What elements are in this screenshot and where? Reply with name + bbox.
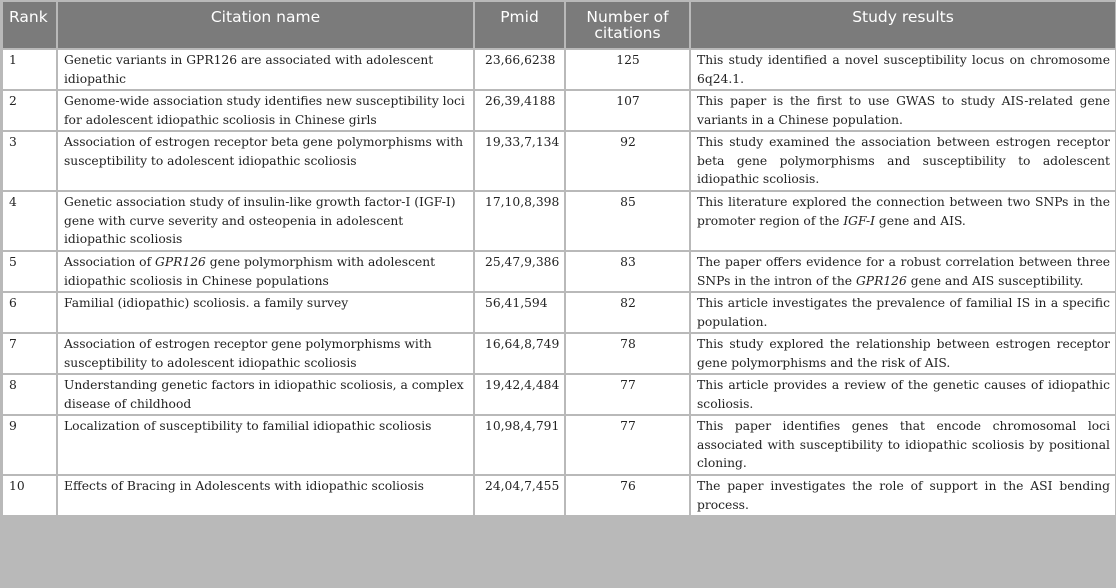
study-results-cell: This study identified a novel susceptibility locus on chromosome 6q24.1. xyxy=(691,50,1115,89)
rank-cell: 3 xyxy=(3,132,56,190)
table-row xyxy=(3,416,1115,474)
citation-name-cell: Localization of susceptibility to familial idiopathic scoliosis xyxy=(58,416,473,474)
header-row xyxy=(3,2,1115,48)
header-pmid: Pmid xyxy=(475,2,564,48)
citations-count-cell: 85 xyxy=(566,192,689,250)
citations-count-cell: 83 xyxy=(566,252,689,291)
study-results-cell: The paper investigates the role of support in the ASI bending process. xyxy=(691,476,1115,515)
citations-count-cell: 77 xyxy=(566,416,689,474)
citation-name-cell: Understanding genetic factors in idiopathic scoliosis, a complex disease of childhood xyxy=(58,375,473,414)
pmid-cell: 56,41,594 xyxy=(475,293,564,332)
rank-cell: 9 xyxy=(3,416,56,474)
table-row xyxy=(3,293,1115,332)
study-results-cell: This paper is the first to use GWAS to study AIS-related gene variants in a Chinese population. xyxy=(691,91,1115,130)
rank-cell: 1 xyxy=(3,50,56,89)
citation-name-cell: Familial (idiopathic) scoliosis. a family survey xyxy=(58,293,473,332)
study-results-cell: This study examined the association between estrogen receptor beta gene polymorphisms and susceptibility to adolescent idiopathic scoliosis. xyxy=(691,132,1115,190)
study-results-cell: This study explored the relationship between estrogen receptor gene polymorphisms and the risk of AIS. xyxy=(691,334,1115,373)
rank-cell: 7 xyxy=(3,334,56,373)
pmid-cell: 26,39,4188 xyxy=(475,91,564,130)
citation-name-cell: Effects of Bracing in Adolescents with idiopathic scoliosis xyxy=(58,476,473,515)
study-results-cell: This article investigates the prevalence of familial IS in a specific population. xyxy=(691,293,1115,332)
study-results-cell: This paper identifies genes that encode chromosomal loci associated with susceptibility to idiopathic scoliosis by positional cloning. xyxy=(691,416,1115,474)
citation-name-cell: Genetic variants in GPR126 are associated with adolescent idiopathic xyxy=(58,50,473,89)
table-row xyxy=(3,192,1115,250)
table-row xyxy=(3,476,1115,515)
table-row xyxy=(3,252,1115,291)
citations-count-cell: 125 xyxy=(566,50,689,89)
citations-count-cell: 82 xyxy=(566,293,689,332)
header-number-of-citations: Number of citations xyxy=(566,2,689,48)
rank-cell: 5 xyxy=(3,252,56,291)
pmid-cell: 25,47,9,386 xyxy=(475,252,564,291)
citation-name-cell: Genome-wide association study identifies new susceptibility loci for adolescent idiopathic scoliosis in Chinese girls xyxy=(58,91,473,130)
table-row xyxy=(3,375,1115,414)
citations-count-cell: 92 xyxy=(566,132,689,190)
pmid-cell: 24,04,7,455 xyxy=(475,476,564,515)
citation-name-cell: Association of estrogen receptor beta gene polymorphisms with susceptibility to adolescent idiopathic scoliosis xyxy=(58,132,473,190)
rank-cell: 2 xyxy=(3,91,56,130)
rank-cell: 4 xyxy=(3,192,56,250)
table-row xyxy=(3,132,1115,190)
citation-name-cell: Association of estrogen receptor gene polymorphisms with susceptibility to adolescent idiopathic scoliosis xyxy=(58,334,473,373)
header-study-results: Study results xyxy=(691,2,1115,48)
pmid-cell: 23,66,6238 xyxy=(475,50,564,89)
rank-cell: 6 xyxy=(3,293,56,332)
pmid-cell: 19,42,4,484 xyxy=(475,375,564,414)
citations-count-cell: 77 xyxy=(566,375,689,414)
study-results-cell: This literature explored the connection between two SNPs in the promoter region of the IGF-I gene and AIS. xyxy=(691,192,1115,250)
citations-count-cell: 76 xyxy=(566,476,689,515)
citation-name-cell: Association of GPR126 gene polymorphism with adolescent idiopathic scoliosis in Chinese populations xyxy=(58,252,473,291)
pmid-cell: 16,64,8,749 xyxy=(475,334,564,373)
pmid-cell: 17,10,8,398 xyxy=(475,192,564,250)
study-results-cell: This article provides a review of the genetic causes of idiopathic scoliosis. xyxy=(691,375,1115,414)
rank-cell: 8 xyxy=(3,375,56,414)
citations-table xyxy=(1,0,1116,517)
table-row xyxy=(3,50,1115,89)
pmid-cell: 10,98,4,791 xyxy=(475,416,564,474)
pmid-cell: 19,33,7,134 xyxy=(475,132,564,190)
header-citation-name: Citation name xyxy=(58,2,473,48)
header-rank: Rank xyxy=(3,2,56,48)
rank-cell: 10 xyxy=(3,476,56,515)
table-row xyxy=(3,334,1115,373)
study-results-cell: The paper offers evidence for a robust correlation between three SNPs in the intron of the GPR126 gene and AIS susceptibility. xyxy=(691,252,1115,291)
citations-count-cell: 78 xyxy=(566,334,689,373)
table-row xyxy=(3,91,1115,130)
citation-name-cell: Genetic association study of insulin-like growth factor-I (IGF-I) gene with curve severity and osteopenia in adolescent idiopathic scoliosis xyxy=(58,192,473,250)
citations-count-cell: 107 xyxy=(566,91,689,130)
